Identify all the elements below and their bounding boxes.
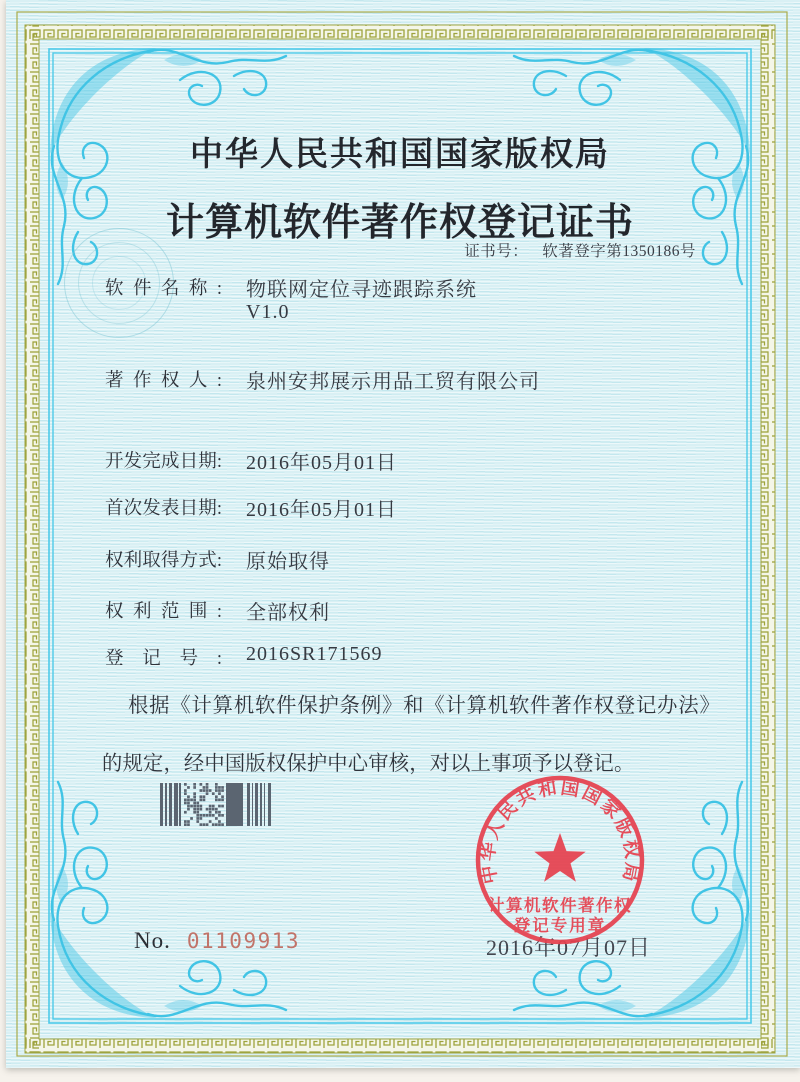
field-software-name: [105, 274, 765, 323]
field-label: 登记号:: [105, 649, 222, 669]
serial-digits: 01109913: [186, 929, 301, 953]
seal-arc-text: 中华人民共和国国家版权局: [478, 778, 642, 886]
field-value: 2016年05月01日: [246, 452, 397, 474]
registration-statement: 根据《计算机软件保护条例》和《计算机软件著作权登记办法》的规定，经中国版权保护中心审核，对以上事项予以登记。: [102, 695, 720, 775]
field-acquire-method: [105, 546, 765, 576]
field-label: 首次发表日期:: [105, 499, 222, 519]
field-dev-complete-date: [105, 447, 765, 477]
authority-title: 中华人民共和国国家版权局: [190, 137, 610, 173]
seal-line1: 计算机软件著作权: [488, 896, 632, 915]
field-value: 2016年05月01日: [246, 499, 397, 521]
certificate-number-value: 软著登字第1350186号: [542, 243, 696, 260]
field-value: 2016SR171569: [246, 643, 383, 665]
field-label: 软件名称:: [105, 279, 222, 299]
field-value: 全部权利: [246, 602, 330, 624]
serial-prefix: No.: [134, 928, 171, 953]
field-rights-scope: [105, 597, 765, 627]
field-label: 著作权人:: [105, 371, 222, 391]
field-value: 原始取得: [246, 551, 330, 573]
field-label: 权利取得方式:: [105, 551, 222, 571]
serial-number: [134, 928, 300, 954]
field-value-version: V1.0: [246, 301, 290, 323]
official-seal: [458, 762, 670, 962]
barcode: [160, 783, 273, 826]
seal-line2: 登记专用章: [513, 916, 607, 935]
field-copyright-owner: [105, 366, 765, 396]
certificate-number: [464, 239, 696, 261]
certificate-number-label: 证书号：: [464, 243, 529, 260]
certificate-title: 计算机软件著作权登记证书: [165, 202, 634, 244]
field-value: 泉州安邦展示用品工贸有限公司: [246, 371, 540, 393]
seal-date: 2016年07月07日: [486, 935, 652, 960]
field-value: 物联网定位寻迹跟踪系统: [246, 279, 477, 301]
field-label: 权利范围:: [105, 602, 222, 622]
field-first-publish-date: [105, 494, 765, 524]
field-registration-number: [105, 644, 765, 674]
seal-star-icon: [534, 833, 585, 882]
field-label: 开发完成日期:: [105, 452, 222, 472]
